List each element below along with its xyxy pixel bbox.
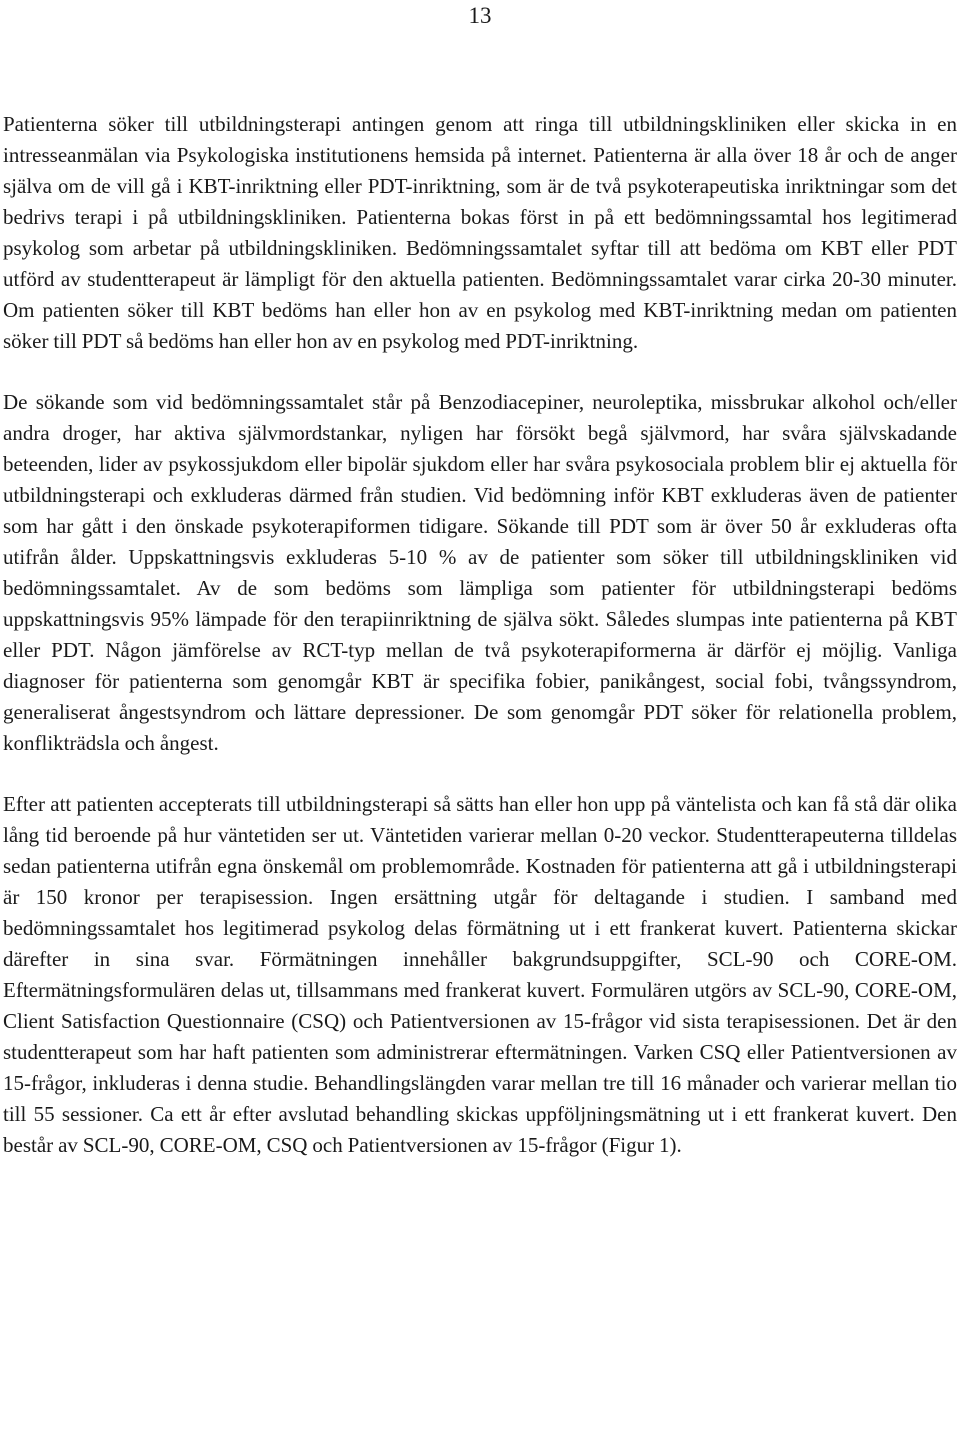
paragraph-patient-intake: Patienterna söker till utbildningsterapi antingen genom att ringa till utbildningskliniken eller skicka in en intresseanmälan via Psykologiska institutionens hemsida på internet. Patienterna är alla över 18 år och de anger själva om de vill gå i KBT-inriktning eller PDT-inriktning, som är de två psykoterapeutiska inriktningar som det bedrivs terapi i på utbildningskliniken. Patienterna bokas först in på ett bedömningssamtal hos legitimerad psykolog som arbetar på utbildningskliniken. Bedömningssamtalet syftar till att bedöma om KBT eller PDT utförd av studentterapeut är lämpligt för den aktuella patienten. Bedömningssamtalet varar cirka 20-30 minuter. Om patienten söker till KBT bedöms han eller hon av en psykolog med KBT-inriktning medan om patienten söker till PDT så bedöms han eller hon av en psykolog med PDT-inriktning. [3, 112, 957, 353]
body-text [3, 109, 957, 1161]
paragraph-exclusion-criteria: De sökande som vid bedömningssamtalet står på Benzodiacepiner, neuroleptika, missbrukar alkohol och/eller andra droger, har aktiva självmordstankar, nyligen har försökt begå självmord, har svåra självskadande beteenden, lider av psykossjukdom eller bipolär sjukdom eller har svåra psykosociala problem blir ej aktuella för utbildningsterapi och exkluderas därmed från studien. Vid bedömning inför KBT exkluderas även de patienter som har gått i den önskade psykoterapiformen tidigare. Sökande till PDT som är över 50 år exkluderas ofta utifrån ålder. Uppskattningsvis exkluderas 5-10 % av de patienter som söker till utbildningskliniken vid bedömningssamtalet. Av de som bedöms som lämpliga som patienter för utbildningsterapi bedöms uppskattningsvis 95% lämpade för den terapiinriktning de själva sökt. Således slumpas inte patienterna på KBT eller PDT. Någon jämförelse av RCT-typ mellan de två psykoterapiformerna är därför ej möjlig. Vanliga diagnoser för patienterna som genomgår KBT är specifika fobier, panikångest, social fobi, tvångssyndrom, generaliserat ångestsyndrom och lättare depressioner. De som genomgår PDT söker för relationella problem, konflikträdsla och ångest. [3, 390, 957, 755]
page-number: 13 [468, 3, 492, 28]
paragraph-procedure-measurements: Efter att patienten accepterats till utbildningsterapi så sätts han eller hon upp på väntelista och kan få stå där olika lång tid beroende på hur väntetiden ser ut. Väntetiden varierar mellan 0-20 veckor. Studentterapeuterna tilldelas sedan patienterna utifrån egna önskemål om problemområde. Kostnaden för patienterna att gå i utbildningsterapi är 150 kronor per terapisession. Ingen ersättning utgår för deltagande i studien. I samband med bedömningssamtalet hos legitimerad psykolog delas förmätning ut i ett frankerat kuvert. Patienterna skickar därefter in sina svar. Förmätningen innehåller bakgrundsuppgifter, SCL-90 och CORE-OM. Eftermätningsformulären delas ut, tillsammans med frankerat kuvert. Formulären utgörs av SCL-90, CORE-OM, Client Satisfaction Questionnaire (CSQ) och Patientversionen av 15-frågor vid sista terapisessionen. Det är den studentterapeut som har haft patienten som administrerar eftermätningen. Varken CSQ eller Patientversionen av 15-frågor, inkluderas i denna studie. Behandlingslängden varar mellan tre till 16 månader och varierar mellan tio till 55 sessioner. Ca ett år efter avslutad behandling skickas uppföljningsmätning ut i ett frankerat kuvert. Den består av SCL-90, CORE-OM, CSQ och Patientversionen av 15-frågor (Figur 1). [3, 792, 957, 1157]
